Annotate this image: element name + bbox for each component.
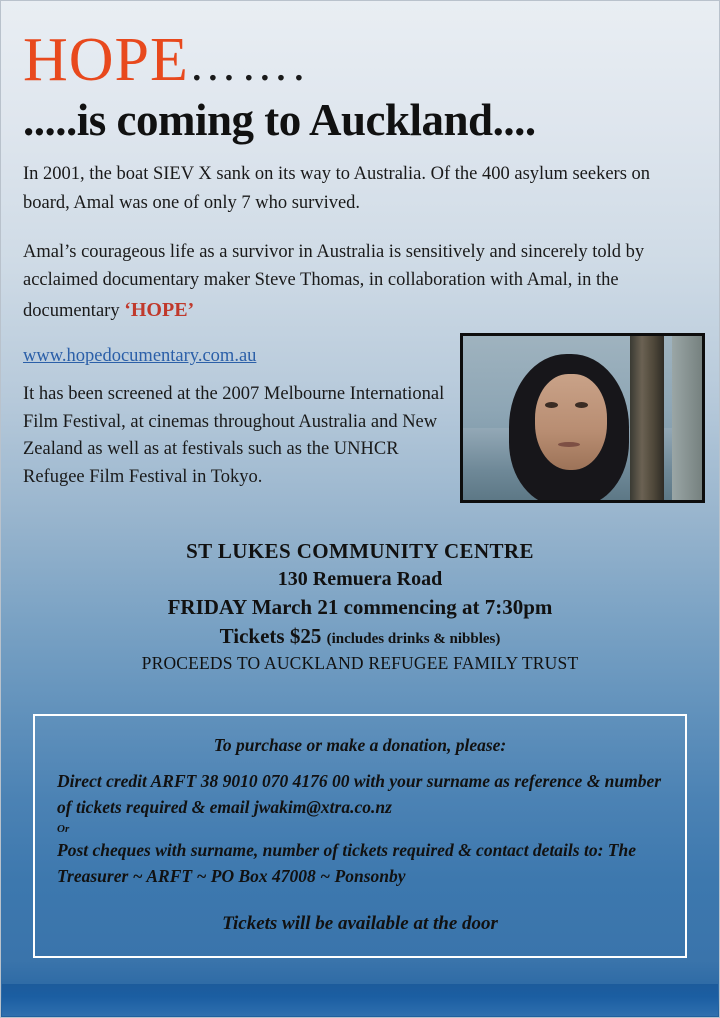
page-title [23, 26, 705, 94]
woman-in-headscarf-photo [460, 333, 705, 503]
donation-box [33, 714, 687, 958]
donation-heading: To purchase or make a donation, please: [213, 734, 507, 755]
event-proceeds: PROCEEDS TO AUCKLAND REFUGEE FAMILY TRUST [141, 652, 579, 673]
description-paragraph [23, 238, 673, 326]
photo-face [535, 374, 607, 470]
donation-post-cheques: Post cheques with surname, number of tickets required & contact details to: The Treasurer ~ ARFT ~ PO Box 47008 ~ Ponsonby [57, 840, 636, 887]
photo-wooden-post [630, 336, 664, 500]
ticket-note: (includes drinks & nibbles) [326, 630, 501, 647]
event-tickets [15, 624, 705, 649]
intro-paragraph: In 2001, the boat SIEV X sank on its way to Australia. Of the 400 asylum seekers on board, Amal was one of only 7 who survived. [23, 164, 651, 213]
screenings-paragraph: It has been screened at the 2007 Melbourne International Film Festival, at cinemas throughout Australia and New Zealand as well as at festivals such as the UNHCR Refugee Film Festival in Tokyo. [23, 383, 445, 488]
ticket-price: Tickets $25 [219, 623, 322, 648]
donation-or: Or [57, 822, 70, 835]
website-link[interactable]: www.hopedocumentary.com.au [23, 345, 257, 366]
event-venue: ST LUKES COMMUNITY CENTRE [186, 538, 534, 563]
donation-closing: Tickets will be available at the door [222, 912, 498, 934]
headline-dots: ……. [188, 38, 309, 91]
headline-hope: HOPE [23, 26, 189, 94]
screenings-row [15, 381, 705, 503]
description-text: Amal’s courageous life as a survivor in Australia is sensitively and sincerely told by acclaimed documentary maker Steve Thomas, in collaboration with Amal, in the documentary [23, 241, 645, 321]
event-address: 130 Remuera Road [277, 567, 443, 590]
poster-content [1, 1, 719, 986]
documentary-title: ‘HOPE’ [124, 298, 195, 321]
donation-direct-credit: Direct credit ARFT 38 9010 070 4176 00 with your surname as reference & number of tickets required & email jwakim@xtra.co.nz [57, 771, 662, 818]
event-datetime: FRIDAY March 21 commencing at 7:30pm [167, 594, 553, 619]
footer-strip [2, 984, 718, 1016]
page-subtitle: .....is coming to Auckland.... [23, 95, 536, 145]
event-details [15, 539, 705, 674]
photo-metal-post [672, 336, 702, 500]
